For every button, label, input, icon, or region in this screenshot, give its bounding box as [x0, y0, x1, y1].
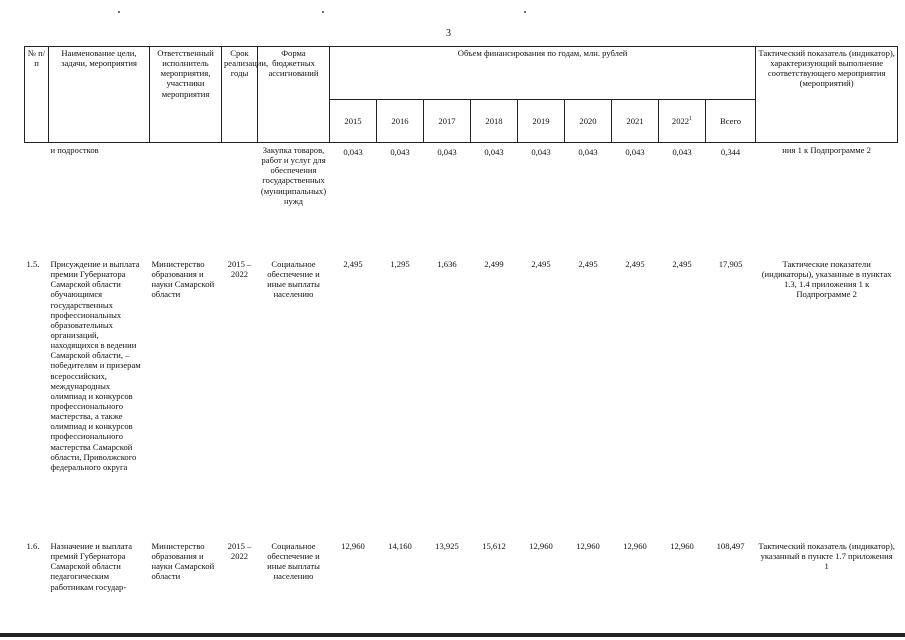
row-value: 2,499: [484, 259, 504, 269]
header-form: Форма бюджетных ассигнований: [258, 47, 330, 143]
row-name: Назначение и выплата премий Губернатора Самарской области педагогическим работникам государ-: [50, 541, 133, 592]
header-year: 2016: [377, 100, 424, 143]
row-form: Социальное обеспечение и иные выплаты населению: [267, 541, 320, 582]
year-label: 2022: [671, 115, 690, 126]
row-value: 2,495: [531, 259, 551, 269]
row-num: [25, 143, 49, 256]
header-funding: Объем финансирования по годам, млн. рублей: [330, 47, 756, 100]
row-term: [222, 143, 258, 256]
row-value: 0,043: [343, 147, 363, 157]
row-value: 14,160: [388, 541, 412, 551]
header-year-2022: [659, 100, 706, 143]
row-value: 12,960: [529, 541, 553, 551]
header-term: Срок реализации, годы: [222, 47, 258, 143]
header-year: 2020: [565, 100, 612, 143]
row-form: Закупка товаров, работ и услуг для обеспечения государственных (муниципальных) нужд: [260, 145, 327, 206]
financing-table: [24, 46, 898, 594]
row-value: 2,495: [625, 259, 645, 269]
row-value: 12,960: [623, 541, 647, 551]
header-year: 2015: [330, 100, 377, 143]
row-term: 2015 – 2022: [227, 259, 252, 280]
header-total: Всего: [706, 100, 756, 143]
row-value: 0,043: [531, 147, 551, 157]
table-row: [25, 143, 898, 256]
row-value: 0,043: [437, 147, 457, 157]
row-value: 0,043: [484, 147, 504, 157]
row-value: 0,043: [390, 147, 410, 157]
row-executor: [150, 143, 222, 256]
scan-speck: [524, 11, 526, 13]
row-value: 12,960: [341, 541, 365, 551]
row-value: 15,612: [482, 541, 506, 551]
row-executor: Министерство образования и науки Самарской области: [151, 259, 215, 300]
row-num: 1.6.: [26, 541, 40, 551]
scan-speck: [322, 11, 324, 13]
row-value: 0,043: [672, 147, 692, 157]
row-value: 1,295: [390, 259, 410, 269]
row-total: 0,344: [720, 147, 741, 157]
row-num: 1.5.: [26, 259, 40, 269]
page-number: 3: [446, 28, 451, 39]
table-row: [25, 537, 898, 594]
row-indicator: ния 1 к Подпрограмме 2: [782, 145, 871, 155]
header-year: 2017: [424, 100, 471, 143]
row-total: 17,905: [718, 259, 743, 269]
header-num: № п/п: [25, 47, 49, 143]
row-value: 12,960: [576, 541, 600, 551]
row-name: Присуждение и выплата премии Губернатора Самарской области обучающимся государственных профессиональных образовательных организаций, находящихся в ведении Самарской области, – победителям и призерам всероссийских, международных олимпиад и конкурсов профессионального мастерства, а также олимпиад и конкурсов профессионального мастерства Самарской области, Приволжского федерального округа: [50, 259, 141, 472]
header-year: 2019: [518, 100, 565, 143]
row-value: 2,495: [343, 259, 363, 269]
table-row: [25, 255, 898, 537]
header-year: 2018: [471, 100, 518, 143]
row-term: 2015 – 2022: [227, 541, 252, 562]
row-value: 13,925: [435, 541, 459, 551]
scan-speck: [118, 11, 120, 13]
scan-edge-bar: [0, 633, 905, 637]
row-value: 12,960: [670, 541, 694, 551]
row-indicator: Тактический показатель (индикатор), указанный в пункте 1.7 приложения 1: [758, 541, 895, 572]
footnote-mark: 1: [689, 116, 693, 123]
header-name: Наименование цели, задачи, мероприятия: [49, 47, 150, 143]
header-indicator: Тактический показатель (индикатор), характеризующий выполнение соответствующего мероприятия (мероприятий): [756, 47, 898, 143]
row-value: 0,043: [625, 147, 645, 157]
row-value: 1,636: [437, 259, 457, 269]
row-form: Социальное обеспечение и иные выплаты населению: [267, 259, 320, 300]
row-name: и подростков: [50, 145, 99, 155]
row-value: 2,495: [672, 259, 692, 269]
row-total: 108,497: [716, 541, 745, 551]
header-year: 2021: [612, 100, 659, 143]
row-indicator: Тактические показатели (индикаторы), указанные в пунктах 1.3, 1.4 приложения 1 к Подпрограмме 2: [761, 259, 892, 300]
header-executor: Ответственный исполнитель мероприятия, участники мероприятия: [150, 47, 222, 143]
row-value: 0,043: [578, 147, 598, 157]
row-value: 2,495: [578, 259, 598, 269]
row-executor: Министерство образования и науки Самарской области: [151, 541, 215, 582]
